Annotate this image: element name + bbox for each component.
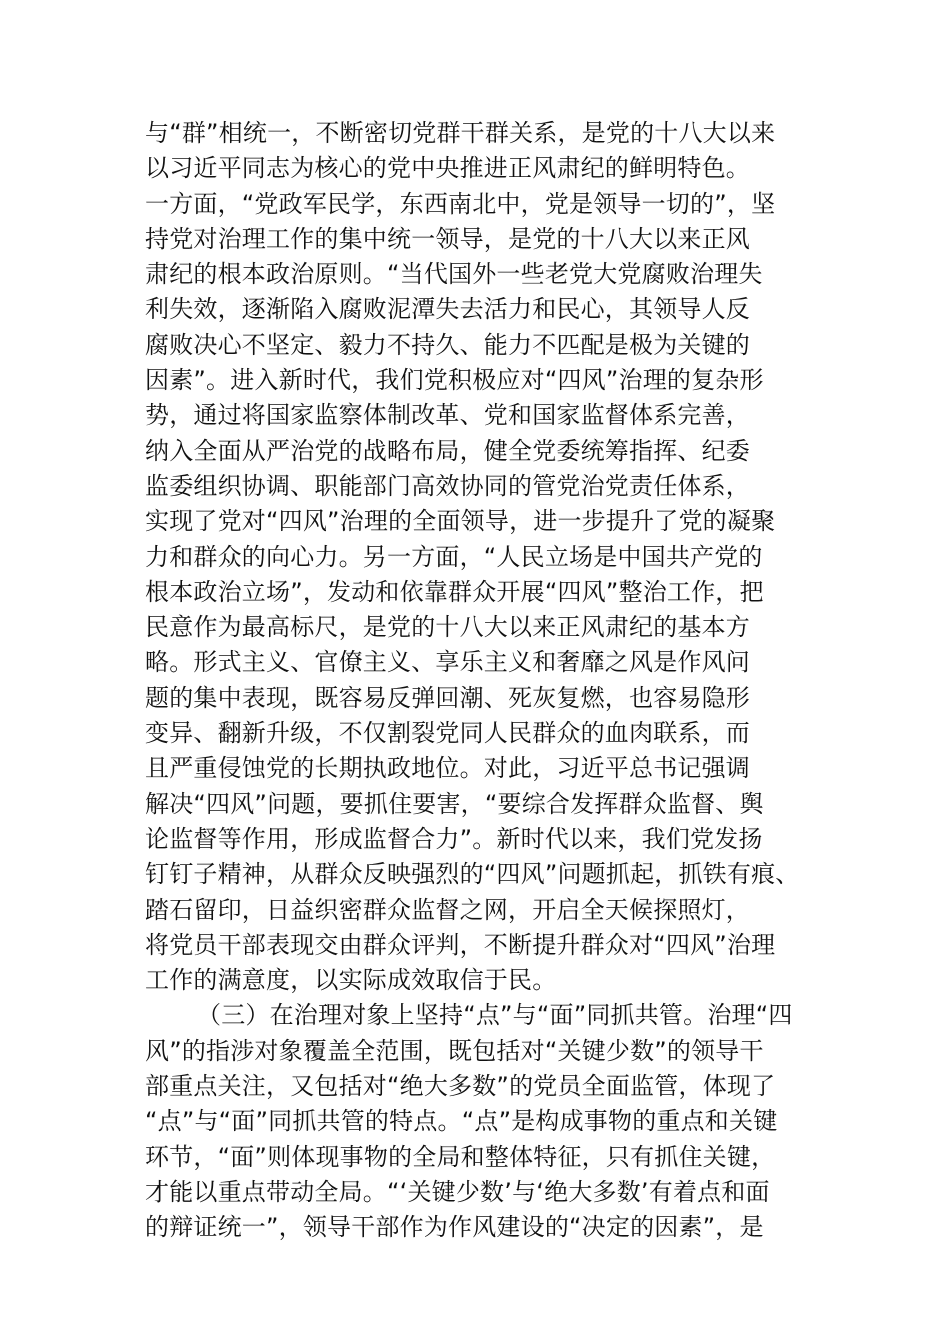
text-line: 与“群”相统一，不断密切党群干群关系，是党的十八大以来 [145,119,776,147]
text-line: 势，通过将国家监察体制改革、党和国家监督体系完善， [145,401,750,430]
text-line: 风”的指涉对象覆盖全范围，既包括对“关键少数”的领导干 [145,1036,764,1065]
text-line: 因素”。进入新时代，我们党积极应对“四风”治理的复杂形 [145,366,764,395]
text-line: 一方面，“党政军民学，东西南北中，党是领导一切的”，坚 [145,189,776,218]
text-line: 才能以重点带动全局。“‘关键少数’与‘绝大多数’有着点和面 [145,1177,770,1206]
text-line: 根本政治立场”，发动和依靠群众开展“四风”整治工作，把 [145,577,764,606]
text-line: 环节，“面”则体现事物的全局和整体特征，只有抓住关键， [145,1142,776,1171]
text-line: 持党对治理工作的集中统一领导，是党的十八大以来正风 [145,224,750,253]
text-line: 以习近平同志为核心的党中央推进正风肃纪的鲜明特色。 [145,154,750,183]
text-line: 变异、翻新升级，不仅割裂党同人民群众的血肉联系，而 [145,719,750,748]
text-line: 监委组织协调、职能部门高效协同的管党治党责任体系， [145,471,750,500]
text-line: 纳入全面从严治党的战略布局，健全党委统筹指挥、纪委 [145,436,750,465]
text-line: 肃纪的根本政治原则。“当代国外一些老党大党腐败治理失 [145,260,763,289]
text-line: 题的集中表现，既容易反弹回潮、死灰复燃，也容易隐形 [145,683,750,712]
text-line: 利失效，逐渐陷入腐败泥潭失去活力和民心，其领导人反 [145,295,750,324]
text-line: 力和群众的向心力。另一方面，“人民立场是中国共产党的 [145,542,763,571]
body-text [145,116,845,1246]
text-line: 工作的满意度，以实际成效取信于民。 [145,966,557,995]
text-line: 部重点关注，又包括对“绝大多数”的党员全面监管，体现了 [145,1072,776,1101]
text-line: 踏石留印，日益织密群众监督之网，开启全天候探照灯， [145,895,750,924]
text-line: 民意作为最高标尺，是党的十八大以来正风肃纪的基本方 [145,613,750,642]
text-line: 的辩证统一”，领导干部作为作风建设的“决定的因素”，是 [145,1213,764,1242]
text-line: 且严重侵蚀党的长期执政地位。对此，习近平总书记强调 [145,754,750,783]
text-line: “点”与“面”同抓共管的特点。“点”是构成事物的重点和关键 [145,1107,778,1136]
text-line: 解决“四风”问题，要抓住要害，“要综合发挥群众监督、舆 [145,789,764,818]
text-line: 腐败决心不坚定、毅力不持久、能力不匹配是极为关键的 [145,330,750,359]
text-line: 论监督等作用，形成监督合力”。新时代以来，我们党发扬 [145,824,763,853]
text-line: 略。形式主义、官僚主义、享乐主义和奢靡之风是作风问 [145,648,750,677]
text-line: 实现了党对“四风”治理的全面领导，进一步提升了党的凝聚 [145,507,776,536]
text-line: 钉钉子精神，从群众反映强烈的“四风”问题抓起，抓铁有痕、 [145,860,800,889]
text-line: 将党员干部表现交由群众评判，不断提升群众对“四风”治理 [145,930,776,959]
section-heading-line: （三）在治理对象上坚持“点”与“面”同抓共管。治理“四 [197,1001,793,1030]
